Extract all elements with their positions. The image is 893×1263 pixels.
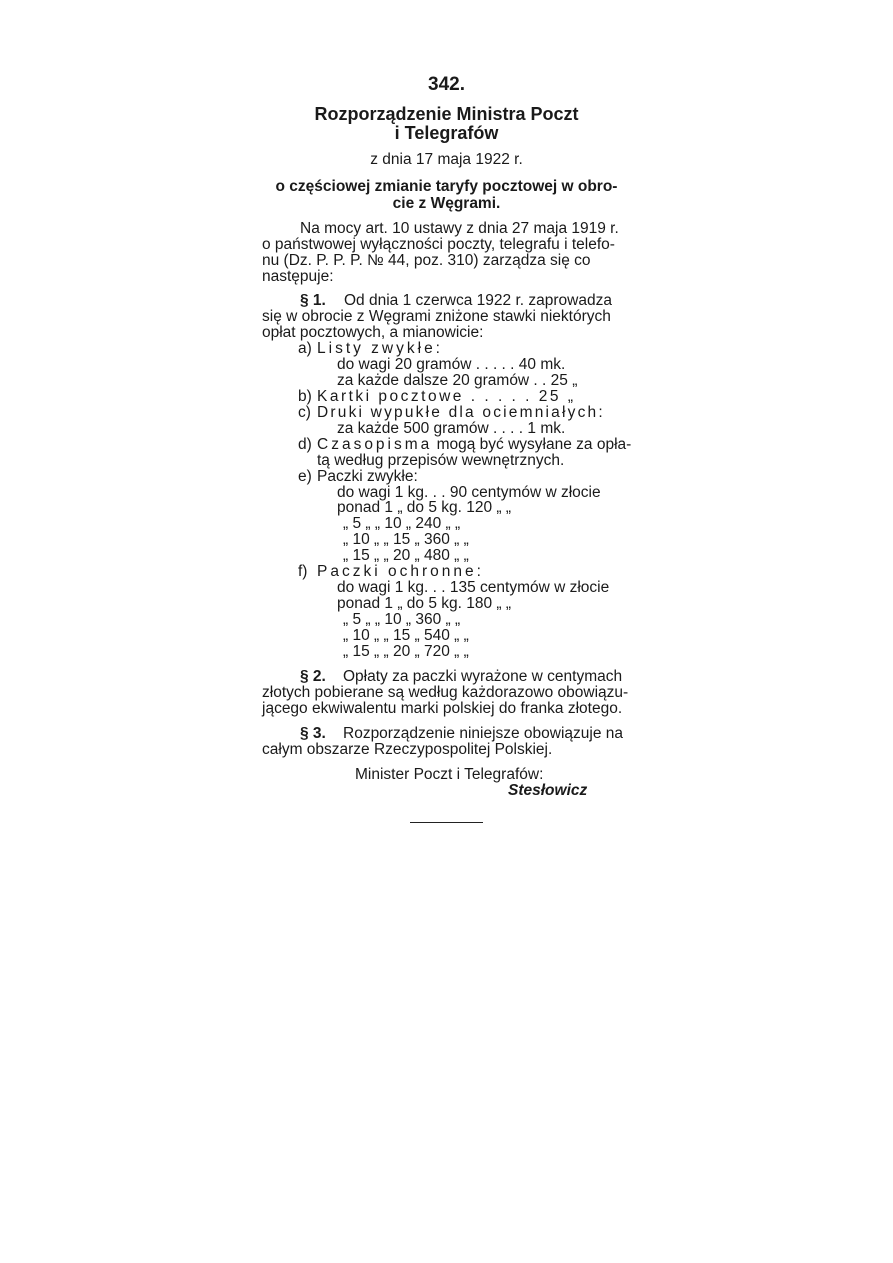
item-f-row-3: „ 5 „ „ 10 „ 360 „ „: [343, 611, 461, 628]
item-e-title: Paczki zwykłe:: [317, 468, 418, 485]
item-e-row-1: do wagi 1 kg. . . 90 centymów w złocie: [337, 484, 601, 501]
subject-line-2: cie z Węgrami.: [392, 195, 501, 212]
section-3-line-1: Rozporządzenie niniejsze obowiązuje na: [343, 725, 624, 742]
intro-line-3: nu (Dz. P. P. P. № 44, poz. 310) zarządza się co: [262, 252, 591, 269]
item-d-line-2: tą według przepisów wewnętrznych.: [317, 452, 565, 469]
item-e-label: e): [298, 468, 312, 485]
section-2-line-2: złotych pobierane są według każdorazowo obowiązu-: [262, 684, 629, 701]
item-e-row-4: „ 10 „ „ 15 „ 360 „ „: [343, 531, 469, 548]
item-c-title: Druki wypukłe dla ociemniałych:: [317, 404, 605, 421]
item-e-row-5: „ 15 „ „ 20 „ 480 „ „: [343, 547, 469, 564]
signature-role: Minister Poczt i Telegrafów:: [355, 766, 544, 783]
title-line-1: Rozporządzenie Ministra Poczt: [314, 104, 579, 124]
item-d-rest: mogą być wysyłane za opła-: [432, 436, 632, 453]
section-2-line-3: jącego ekwiwalentu marki polskiej do franka złotego.: [262, 700, 623, 717]
item-a-row-2: za każde dalsze 20 gramów . . 25 „: [337, 372, 578, 389]
item-f-label: f): [298, 563, 308, 580]
closing-rule: [410, 822, 483, 823]
section-1-line-1: Od dnia 1 czerwca 1922 r. zaprowadza: [344, 292, 612, 309]
item-a-row-1: do wagi 20 gramów . . . . . 40 mk.: [337, 356, 566, 373]
item-f-row-5: „ 15 „ „ 20 „ 720 „ „: [343, 643, 469, 660]
section-1-line-2: się w obrocie z Węgrami zniżone stawki niektórych: [262, 308, 611, 325]
intro-line-2: o państwowej wyłączności poczty, telegrafu i telefo-: [262, 236, 615, 253]
item-d-lead-word: Czasopisma: [317, 436, 433, 453]
item-a-label: a): [298, 340, 312, 357]
item-c-label: c): [298, 404, 311, 421]
item-d-label: d): [298, 436, 312, 453]
item-e-row-3: „ 5 „ „ 10 „ 240 „ „: [343, 515, 461, 532]
section-3-mark: § 3.: [300, 725, 326, 742]
section-1-line-3: opłat pocztowych, a mianowicie:: [262, 324, 484, 341]
item-b-label: b): [298, 388, 312, 405]
section-1-mark: § 1.: [300, 292, 326, 309]
document-number: 342.: [428, 74, 465, 95]
document-date: z dnia 17 maja 1922 r.: [370, 151, 523, 168]
section-3-line-2: całym obszarze Rzeczypospolitej Polskiej.: [262, 741, 553, 758]
item-f-row-4: „ 10 „ „ 15 „ 540 „ „: [343, 627, 469, 644]
item-b-row: Kartki pocztowe . . . . . 25 „: [317, 388, 576, 405]
signature-name: Stesłowicz: [508, 782, 588, 799]
section-2-mark: § 2.: [300, 668, 326, 685]
intro-line-1: Na mocy art. 10 ustawy z dnia 27 maja 1919 r.: [300, 220, 619, 237]
item-f-row-2: ponad 1 „ do 5 kg. 180 „ „: [337, 595, 512, 612]
item-a-title: Listy zwykłe:: [317, 340, 443, 357]
subject-line-1: o częściowej zmianie taryfy pocztowej w obro-: [275, 178, 618, 195]
intro-line-4: następuje:: [262, 268, 334, 285]
title-line-2: i Telegrafów: [394, 123, 499, 143]
item-e-row-2: ponad 1 „ do 5 kg. 120 „ „: [337, 499, 512, 516]
item-f-title: Paczki ochronne:: [317, 563, 484, 580]
section-2-line-1: Opłaty za paczki wyrażone w centymach: [343, 668, 623, 685]
item-f-row-1: do wagi 1 kg. . . 135 centymów w złocie: [337, 579, 610, 596]
item-d-line-1: [317, 437, 631, 453]
item-c-row: za każde 500 gramów . . . . 1 mk.: [337, 420, 566, 437]
